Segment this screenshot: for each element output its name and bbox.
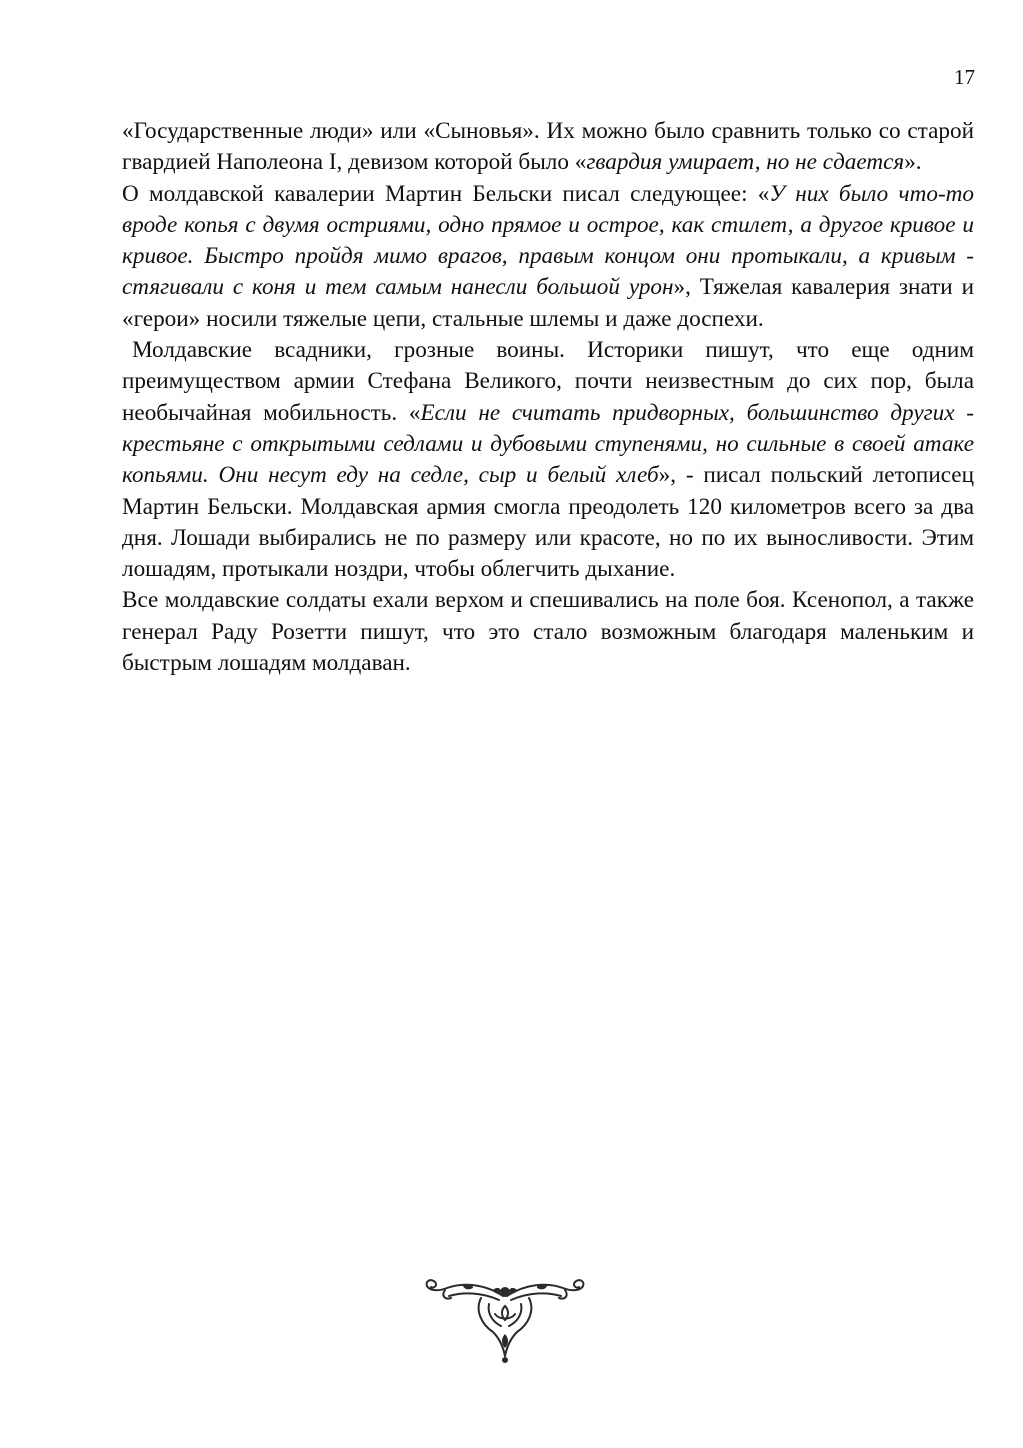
page-number: 17 (954, 65, 975, 89)
text-run: Молдавские всадники, грозные воины. Историки пишут, что еще одним преимуществом армии Стефана Великого, почти неизвестным до сих пор, была необычайная мобильность. « (122, 337, 974, 426)
text-run: «Государственные люди» или «Сыновья». Их можно было сравнить только со старой гвардией Наполеона I, девизом которой было « (122, 118, 974, 176)
text-run: О молдавской кавалерии Мартин Бельски писал следующее: « (122, 180, 770, 207)
text-run: ». (904, 149, 922, 176)
quote-italic: Если не считать придворных, большинство других - крестьяне с открытыми седлами и дубовыми ступенями, но сильные в своей атаке копьями. Они несут еду на седле, сыр и белый хлеб (122, 399, 974, 489)
text-run: Все молдавские солдаты ехали верхом и спешивались на поле боя. Ксенопол, а также генерал Раду Розетти пишут, что это стало возможным благодаря маленьким и быстрым лошадям молдаван. (122, 587, 974, 677)
paragraph (122, 116, 974, 179)
baroque-scroll-ornament-icon (423, 1276, 587, 1364)
paragraph (122, 335, 974, 585)
quote-italic: гвардия умирает, но не сдается (586, 149, 905, 176)
paragraph (122, 585, 974, 679)
text-run: », Тяжелая кавалерия знати и «герои» носили тяжелые цепи, стальные шлемы и даже доспехи. (122, 274, 974, 332)
text-run: », - писал польский летописец Мартин Бельски. Молдавская армия смогла преодолеть 120 километров всего за два дня. Лошади выбирались не по размеру или красоте, но по их выносливости. Этим лошадям, протыкали ноздри, чтобы облегчить дыхание. (122, 462, 975, 583)
quote-italic: У них было что-то вроде копья с двумя остриями, одно прямое и острое, как стилет, а другое кривое и кривое. Быстро пройдя мимо врагов, правым концом они протыкали, а кривым - стягивали с коня и тем самым нанесли большой урон (122, 180, 975, 301)
body-text (122, 116, 974, 679)
paragraph (122, 179, 974, 335)
